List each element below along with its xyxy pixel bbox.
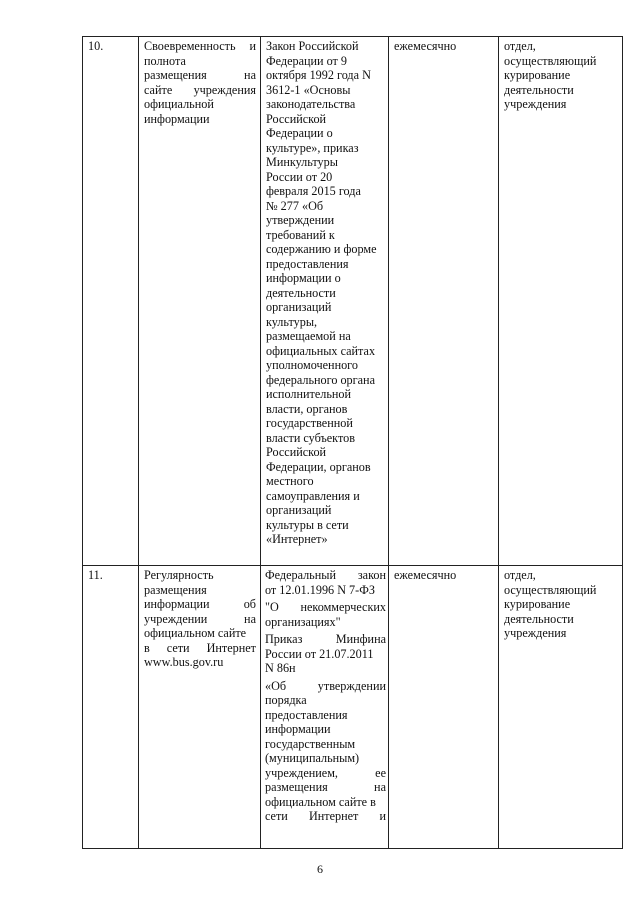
text-line: порядка — [265, 693, 307, 707]
text-line: учреждением, ее — [265, 765, 386, 780]
text-line: культуре», приказ — [266, 140, 359, 155]
text-line: власти субъектов — [266, 430, 355, 445]
text-line: организаций — [266, 300, 332, 314]
text-line: организациях" — [265, 614, 341, 629]
text-line: сети Интернет и — [265, 809, 386, 823]
text-line: федерального органа — [266, 372, 375, 387]
text-line: России от 20 — [266, 169, 333, 184]
law-cell — [261, 37, 389, 566]
text-line: Своевременность и — [144, 39, 256, 53]
indicator-cell — [139, 566, 261, 849]
law-paragraph — [265, 568, 386, 597]
law-paragraph — [265, 600, 386, 629]
text-line: официальной — [144, 97, 214, 111]
text-line: Регулярность — [144, 568, 214, 582]
text-line: Федерации о — [266, 126, 333, 140]
text-line: исполнительной — [266, 387, 352, 401]
text-line: России от 21.07.2011 — [265, 646, 374, 661]
table-row — [83, 566, 623, 849]
text-line: курирование — [504, 597, 571, 611]
text-line: размещения — [144, 582, 207, 597]
page-number: 6 — [317, 862, 323, 876]
text-line: осуществляющий — [504, 582, 597, 597]
text-line: содержанию и форме — [266, 242, 377, 256]
text-line: учреждения — [504, 626, 567, 640]
text-line: N 86н — [265, 661, 296, 675]
responsible-cell — [499, 37, 623, 566]
period-text: ежемесячно — [394, 568, 457, 582]
row-number: 10. — [88, 39, 104, 53]
text-line: сайте учреждения — [144, 82, 256, 97]
text-line: информации об — [144, 597, 256, 611]
text-line: курирование — [504, 68, 571, 82]
row-number-cell — [83, 566, 139, 849]
law-cell — [261, 566, 389, 849]
responsible-cell — [499, 566, 623, 849]
text-line: уполномоченного — [266, 358, 358, 372]
text-line: государственной — [266, 416, 353, 430]
text-line: отдел, — [504, 39, 536, 53]
text-line: культуры в сети — [266, 517, 349, 532]
text-line: осуществляющий — [504, 53, 597, 68]
monitoring-table — [82, 36, 623, 849]
text-line: Федерации от 9 — [266, 53, 348, 68]
text-line: Закон Российской — [266, 39, 359, 53]
text-line: местного — [266, 474, 314, 488]
text-line: предоставления — [266, 256, 349, 271]
text-line: законодательства — [266, 97, 356, 111]
text-line: деятельности — [504, 82, 574, 97]
period-cell — [389, 566, 499, 849]
table-row — [83, 37, 623, 566]
text-line: Федерации, органов — [266, 459, 371, 474]
text-line: самоуправления и — [266, 488, 360, 503]
text-line: информации — [265, 722, 331, 736]
text-line: 3612-1 «Основы — [266, 82, 351, 97]
text-line: требований к — [266, 227, 335, 242]
row-number-cell — [83, 37, 139, 566]
text-line: учреждении на — [144, 611, 256, 626]
text-line: размещения на — [265, 780, 386, 794]
text-line: № 277 «Об — [266, 198, 324, 213]
text-line: в сети Интернет — [144, 640, 256, 655]
law-paragraph — [265, 679, 386, 824]
law-paragraph — [265, 632, 386, 676]
text-line: отдел, — [504, 568, 536, 582]
row-number: 11. — [88, 568, 103, 582]
text-line: «Интернет» — [266, 532, 328, 546]
text-line: учреждения — [504, 97, 567, 111]
text-line: официальном сайте в — [265, 794, 376, 809]
text-line: размещаемой на — [266, 329, 351, 343]
text-line: предоставления — [265, 707, 348, 722]
text-line: информации о — [266, 271, 341, 285]
text-line: (муниципальным) — [265, 751, 360, 765]
text-line: размещения на — [144, 68, 256, 82]
text-line: Российской — [266, 111, 327, 126]
text-line: Российской — [266, 445, 327, 459]
text-line: февраля 2015 года — [266, 184, 361, 198]
text-line: организаций — [266, 503, 332, 517]
text-line: официальных сайтах — [266, 343, 376, 358]
text-line: полнота — [144, 53, 186, 68]
text-line: власти, органов — [266, 401, 348, 416]
text-line: деятельности — [266, 285, 336, 300]
text-line: «Об утверждении — [265, 678, 386, 693]
text-line: государственным — [265, 736, 356, 751]
text-line: культуры, — [266, 314, 318, 329]
text-line: информации — [144, 111, 210, 126]
period-cell — [389, 37, 499, 566]
text-line: Федеральный закон — [265, 568, 386, 582]
text-line: утверждении — [266, 213, 335, 227]
text-line: от 12.01.1996 N 7-ФЗ — [265, 582, 375, 597]
indicator-cell — [139, 37, 261, 566]
text-line: "О некоммерческих — [265, 600, 386, 614]
text-line: Приказ Минфина — [265, 632, 386, 646]
period-text: ежемесячно — [394, 39, 457, 53]
text-line: Минкультуры — [266, 155, 338, 169]
text-line: октября 1992 года N — [266, 68, 371, 82]
text-line: деятельности — [504, 611, 574, 626]
text-line: официальном сайте — [144, 626, 247, 640]
text-line: www.bus.gov.ru — [144, 655, 224, 669]
